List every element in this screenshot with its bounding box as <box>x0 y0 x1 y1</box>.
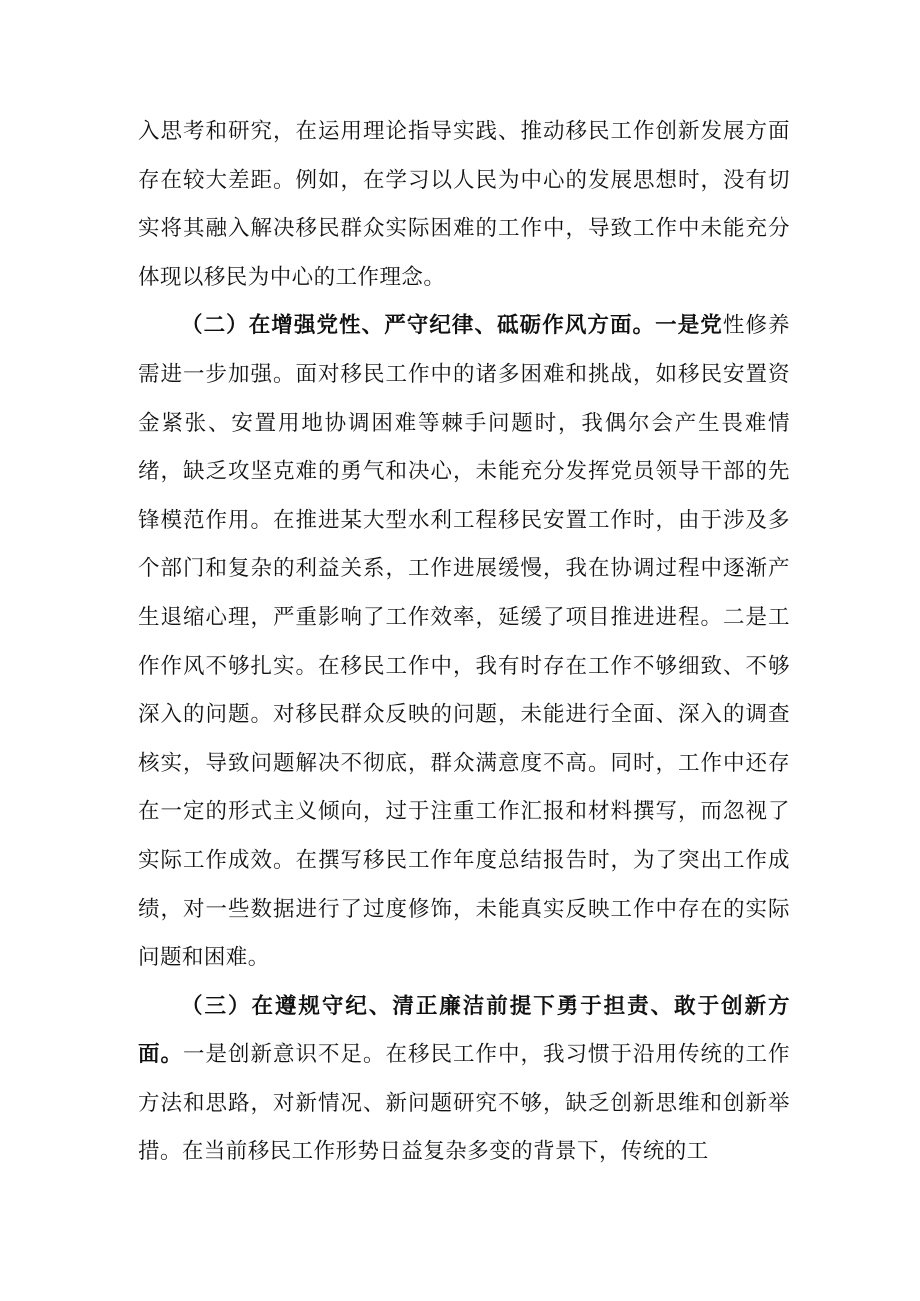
section-heading: （二）在增强党性、严守纪律、砥砺作风方面。一是党 <box>181 313 723 339</box>
paragraph-body: 一是创新意识不足。在移民工作中，我习惯于沿用传统的工作方法和思路，对新情况、新问题研究不够，缺乏创新思维和创新举措。在当前移民工作形势日益复杂多变的背景下，传统的工 <box>138 1042 791 1165</box>
paragraph-section-two <box>138 302 790 982</box>
paragraph-section-three <box>138 983 790 1177</box>
paragraph-body: 性修养需进一步加强。面对移民工作中的诸多困难和挑战，如移民安置资金紧张、安置用地协调困难等棘手问题时，我偶尔会产生畏难情绪，缺乏攻坚克难的勇气和决心，未能充分发挥党员领导干部的先锋模范作用。在推进某大型水利工程移民安置工作时，由于涉及多个部门和复杂的利益关系，工作进展缓慢，我在协调过程中逐渐产生退缩心理，严重影响了工作效率，延缓了项目推进进程。二是工作作风不够扎实。在移民工作中，我有时存在工作不够细致、不够深入的问题。对移民群众反映的问题，未能进行全面、深入的调查核实，导致问题解决不彻底，群众满意度不高。同时，工作中还存在一定的形式主义倾向，过于注重工作汇报和材料撰写，而忽视了实际工作成效。在撰写移民工作年度总结报告时，为了突出工作成绩，对一些数据进行了过度修饰，未能真实反映工作中存在的实际问题和困难。 <box>138 313 790 971</box>
document-page <box>138 108 790 1177</box>
paragraph-body: 入思考和研究，在运用理论指导实践、推动移民工作创新发展方面存在较大差距。例如，在学习以人民为中心的发展思想时，没有切实将其融入解决移民群众实际困难的工作中，导致工作中未能充分体现以移民为中心的工作理念。 <box>138 119 790 290</box>
section-heading: （三）在遵规守纪、清正廉洁前提下勇于担责、敢于创新方面。 <box>138 993 790 1068</box>
paragraph-continued <box>138 108 790 302</box>
